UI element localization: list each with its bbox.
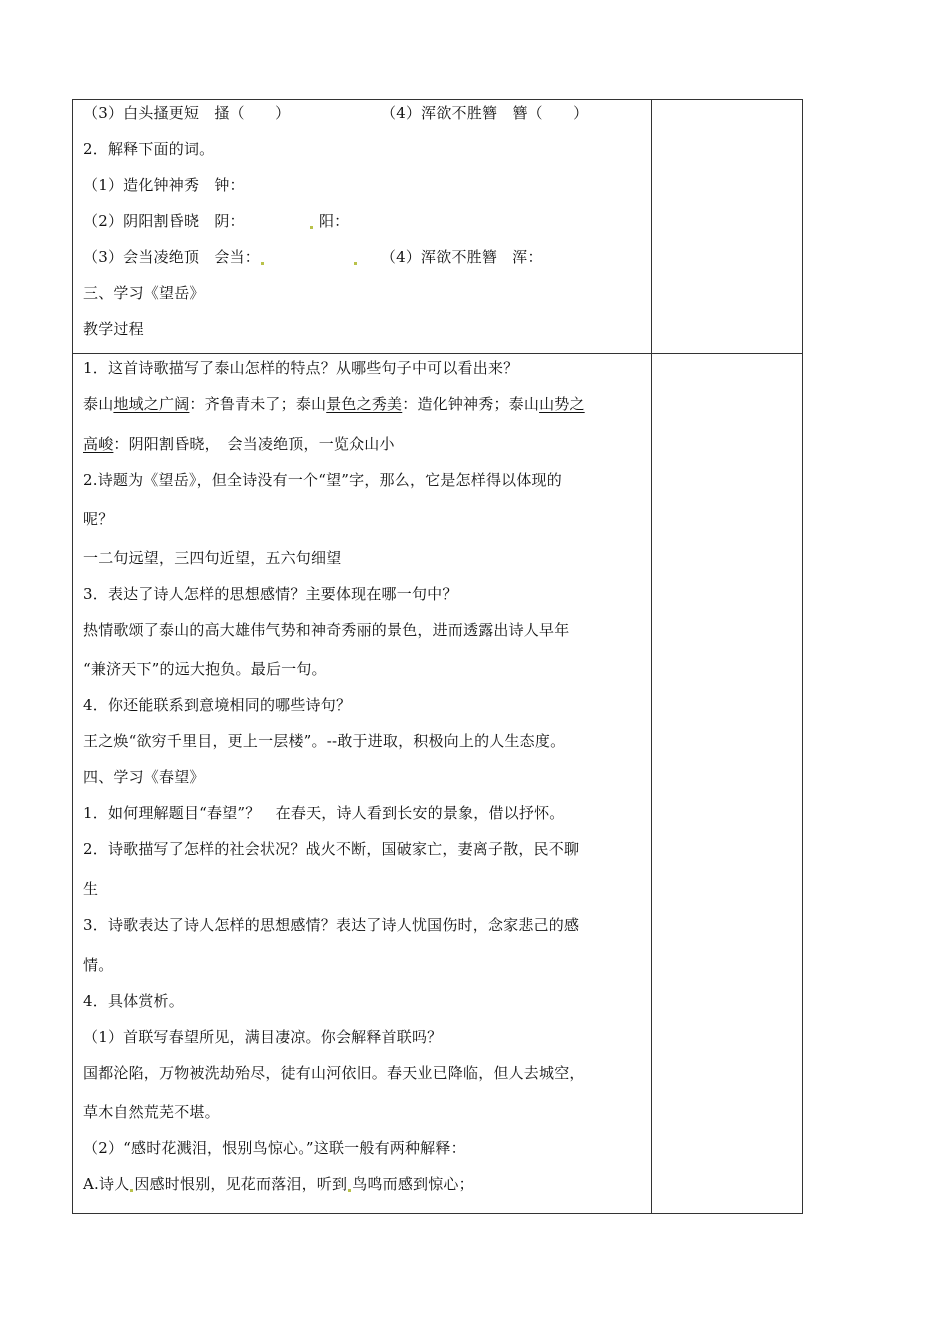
chunwang-item-3-line-1: 3．诗歌表达了诗人怎样的思想感情？表达了诗人忧国伤时，念家悲己的感 bbox=[83, 916, 580, 934]
chunwang-item-4-1: （1）首联写春望所见，满目凄凉。你会解释首联吗？ bbox=[83, 1028, 443, 1046]
upper-line-5b: （4）浑欲不胜簪 浑： bbox=[353, 247, 543, 267]
answer-3-line-1: 热情歌颂了泰山的高大雄伟气势和神奇秀丽的景色，进而透露出诗人早年 bbox=[83, 621, 570, 639]
answer-4: 王之焕“欲穷千里目，更上一层楼”。--敢于进取，积极向上的人生态度。 bbox=[83, 732, 566, 750]
lower-notes-cell bbox=[652, 354, 803, 1214]
upper-line-4: （2）阴阳割昏晓 阴： bbox=[83, 212, 245, 230]
chunwang-item-2-line-2: 生 bbox=[83, 880, 99, 898]
teaching-process-label: 教学过程 bbox=[83, 320, 144, 338]
upper-line-1b: （4）浑欲不胜簪 簪（ ） bbox=[381, 104, 589, 122]
question-3: 3．表达了诗人怎样的思想感情？主要体现在哪一句中？ bbox=[83, 585, 458, 603]
question-1: 1．这首诗歌描写了泰山怎样的特点？从哪些句子中可以看出来？ bbox=[83, 359, 519, 377]
chunwang-item-1: 1．如何理解题目“春望”？ 在春天，诗人看到长安的景象，借以抒怀。 bbox=[83, 804, 565, 822]
chunwang-item-4-1-answer-line-2: 草木自然荒芜不堪。 bbox=[83, 1103, 220, 1121]
chunwang-item-4: 4．具体赏析。 bbox=[83, 992, 184, 1010]
chunwang-item-4-2: （2）“感时花溅泪，恨别鸟惊心。”这联一般有两种解释： bbox=[83, 1139, 466, 1157]
chunwang-item-2-line-1: 2．诗歌描写了怎样的社会状况？战火不断，国破家亡，妻离子散，民不聊 bbox=[83, 840, 580, 858]
question-4: 4．你还能联系到意境相同的哪些诗句？ bbox=[83, 696, 352, 714]
lesson-table bbox=[72, 99, 803, 1214]
upper-line-2: 2．解释下面的词。 bbox=[83, 140, 215, 158]
upper-line-5: （3）会当凌绝顶 会当： bbox=[83, 247, 265, 267]
answer-1-line-1: 泰山地域之广阔：齐鲁青未了；泰山景色之秀美：造化钟神秀；泰山山势之 bbox=[83, 395, 585, 413]
lower-content-cell bbox=[73, 354, 652, 1214]
upper-line-3: （1）造化钟神秀 钟： bbox=[83, 176, 245, 194]
question-2-line-1: 2.诗题为《望岳》，但全诗没有一个“望”字，那么，它是怎样得以体现的 bbox=[83, 471, 562, 489]
answer-1-line-2: 高峻：阴阳割昏晓， 会当凌绝顶，一览众山小 bbox=[83, 435, 395, 453]
worksheet bbox=[72, 99, 800, 1214]
chunwang-item-4-1-answer-line-1: 国都沦陷，万物被洗劫殆尽，徒有山河依旧。春天业已降临，但人去城空， bbox=[83, 1064, 585, 1082]
question-2-line-2: 呢？ bbox=[83, 510, 114, 528]
upper-line-4b: 阳： bbox=[309, 211, 349, 231]
upper-notes-cell bbox=[652, 100, 803, 354]
upper-line-1: （3）白头搔更短 搔（ ） bbox=[83, 104, 291, 122]
answer-2: 一二句远望，三四句近望，五六句细望 bbox=[83, 549, 342, 567]
section-4-heading: 四、学习《春望》 bbox=[83, 768, 205, 786]
upper-content-cell bbox=[73, 100, 652, 354]
chunwang-item-3-line-2: 情。 bbox=[83, 956, 114, 974]
section-3-heading: 三、学习《望岳》 bbox=[83, 284, 205, 302]
chunwang-item-4-2-answer-a: A.诗人 因感时恨别，见花而落泪，听到 鸟鸣而感到惊心； bbox=[83, 1175, 474, 1193]
answer-3-line-2: “兼济天下”的远大抱负。最后一句。 bbox=[83, 660, 327, 678]
